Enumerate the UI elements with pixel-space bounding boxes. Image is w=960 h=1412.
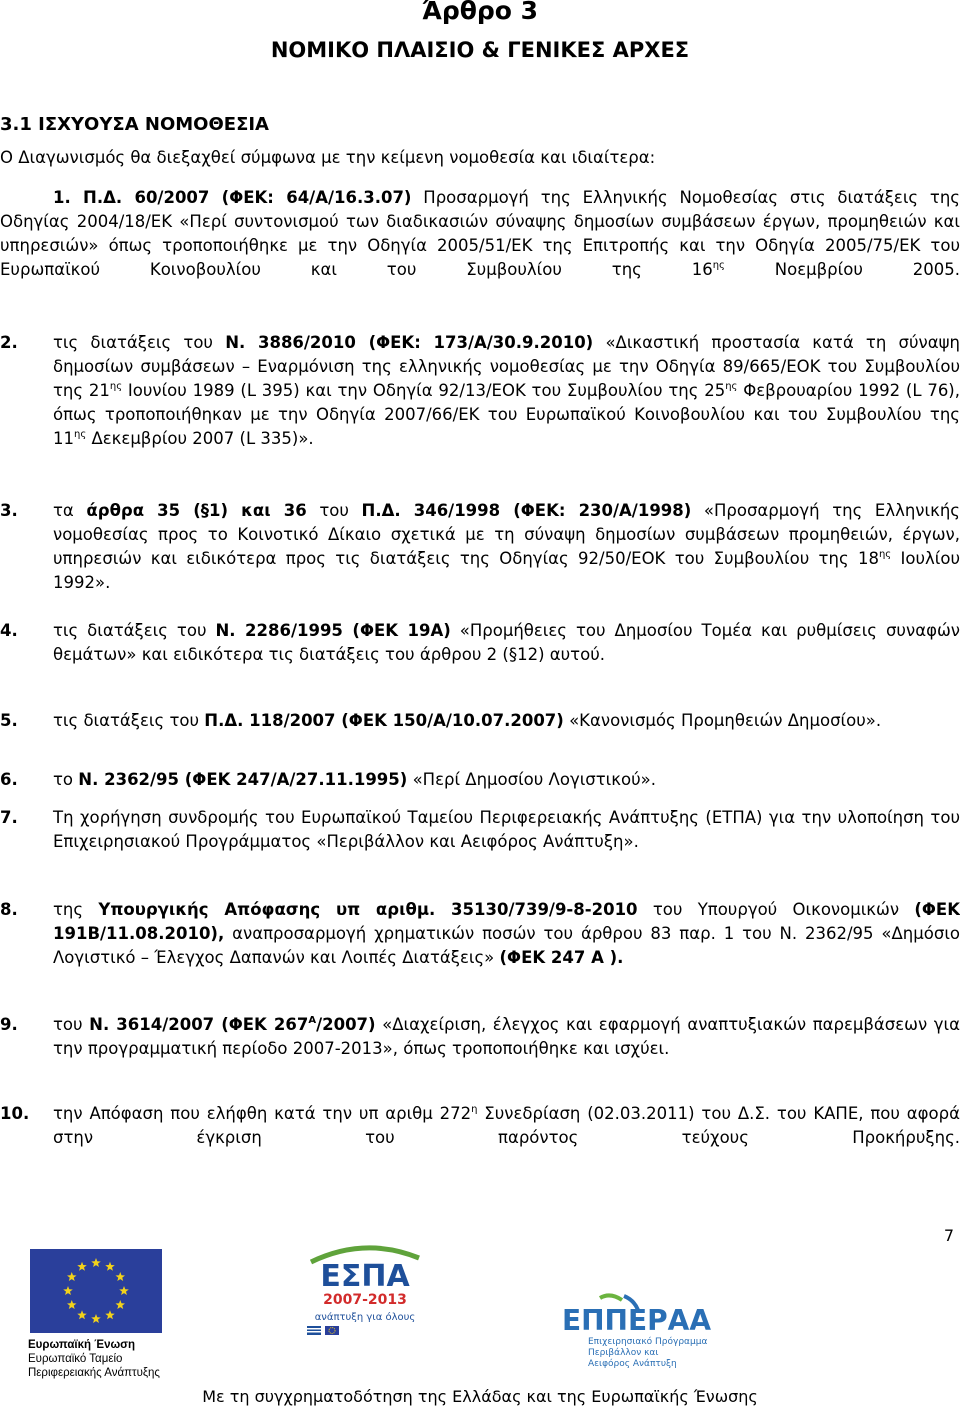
espa-wordmark: ΕΣΠΑ xyxy=(320,1259,410,1294)
law-item-5-reference: Π.Δ. 118/2007 (ΦΕΚ 150/Α/10.07.2007) xyxy=(204,711,564,730)
law-item-4-reference: Ν. 2286/1995 (ΦΕΚ 19Α) xyxy=(215,621,451,640)
law-item-7-text: Τη χορήγηση συνδρομής του Ευρωπαϊκού Ταμείου Περιφερειακής Ανάπτυξης (ΕΤΠΑ) για την υλοποίηση του Επιχειρησιακού Προγράμματος «Περιβάλλον και Αειφόρος Ανάπτυξη». xyxy=(53,808,960,851)
law-item-3 xyxy=(0,499,960,595)
epperaa-wordmark: ΕΠΠΕΡΑΑ xyxy=(562,1304,711,1337)
eu-caption-line-2: Ευρωπαϊκό Ταμείο xyxy=(28,1353,123,1365)
footer-cofunding-note: Με τη συγχρηματοδότηση της Ελλάδας και της Ευρωπαϊκής Ένωσης xyxy=(202,1387,758,1406)
law-item-8-reference: Υπουργικής Απόφασης υπ αριθμ. 35130/739/9-8-2010 xyxy=(98,900,638,919)
law-item-1-text: 1. Π.Δ. 60/2007 (ΦΕΚ: 64/Α/16.3.07) Προσαρμογή της Ελληνικής Νομοθεσίας στις διατάξεις της Οδηγίας 2004/18/ΕΚ «Περί συντονισμού των διαδικασιών σύναψης δημοσίων συμβάσεων έργων, προμηθειών και υπηρεσιών» όπως τροποποιήθηκε με την Οδηγία 2005/51/ΕΚ της Επιτροπής και την Οδηγία 2005/75/ΕΚ του Ευρωπαϊκού Κοινοβουλίου και του Συμβουλίου της $16^{\eta\varsigma}$ Νοεμβρίου 2005. xyxy=(0,188,960,279)
eu-flag-icon xyxy=(30,1249,162,1333)
epperaa-logo xyxy=(560,1290,760,1370)
law-item-2 xyxy=(0,331,960,451)
item-number: 3. xyxy=(0,501,18,520)
eu-caption-line-3: Περιφερειακής Ανάπτυξης xyxy=(28,1367,160,1379)
law-item-5 xyxy=(0,709,960,733)
item-number: 6. xyxy=(0,770,18,789)
article-title: Άρθρο 3 xyxy=(421,0,539,25)
item-number: 10. xyxy=(0,1104,30,1123)
page-number: 7 xyxy=(943,1226,954,1245)
epperaa-line-1: Επιχειρησιακό Πρόγραμμα xyxy=(588,1337,708,1347)
item-number: 5. xyxy=(0,711,18,730)
epperaa-line-3: Αειφόρος Ανάπτυξη xyxy=(588,1359,677,1369)
law-item-7 xyxy=(0,806,960,854)
law-item-10 xyxy=(0,1102,960,1150)
espa-period: 2007-2013 xyxy=(323,1292,407,1308)
item-number: 4. xyxy=(0,621,18,640)
law-item-2-text: τις διατάξεις του Ν. 3886/2010 (ΦΕΚ: 173/Α/30.9.2010) «Δικαστική προστασία κατά τη σύναψη δημοσίων συμβάσεων – Εναρμόνιση της ελληνικής νομοθεσίας με την Οδηγία 89/665/ΕΟΚ του Συμβουλίου της $21^{\eta\varsigma}$ Ιουνίου 1989 (L 395) και την Οδηγία 92/13/ΕΟΚ του Συμβουλίου της $25^{\eta\varsigma}$ Φεβρουαρίου 1992 (L 76), όπως τροποποιήθηκαν με την Οδηγία 2007/66/ΕΚ του Ευρωπαϊκού Κοινοβουλίου και του Συμβουλίου της $11^{\eta\varsigma}$ Δεκεμβρίου 2007 (L 335)». xyxy=(53,333,960,448)
item-number: 9. xyxy=(0,1015,18,1034)
espa-tagline: ανάπτυξη για όλους xyxy=(314,1312,416,1323)
law-item-2-reference: Ν. 3886/2010 (ΦΕΚ: 173/Α/30.9.2010) xyxy=(225,333,594,352)
item-number: 7. xyxy=(0,808,18,827)
law-item-4 xyxy=(0,619,960,667)
law-item-10-text: την Απόφαση που ελήφθη κατά την υπ αριθμ $272^\eta$ Συνεδρίαση (02.03.2011) του Δ.Σ. του ΚΑΠΕ, που αφορά στην έγκριση του παρόντος τεύχους Προκήρυξης. xyxy=(53,1104,960,1147)
epperaa-line-2: Περιβάλλον και xyxy=(588,1348,659,1358)
law-item-9-text: του Ν. 3614/2007 (ΦΕΚ $267^A/2007$) «Διαχείριση, έλεγχος και εφαρμογή αναπτυξιακών παρεμβάσεων για την προγραμματική περίοδο 2007-2013», όπως τροποποιήθηκε και ισχύει. xyxy=(53,1015,960,1058)
law-item-6 xyxy=(0,768,960,792)
section-title: 3.1 ΙΣΧΥΟΥΣΑ ΝΟΜΟΘΕΣΙΑ xyxy=(0,114,269,135)
espa-logo xyxy=(305,1236,425,1336)
law-item-1-reference: 1. Π.Δ. 60/2007 (ΦΕΚ: 64/Α/16.3.07) xyxy=(53,188,412,207)
article-subtitle: ΝΟΜΙΚΟ ΠΛΑΙΣΙΟ & ΓΕΝΙΚΕΣ ΑΡΧΕΣ xyxy=(270,38,690,62)
law-item-9-reference: Ν. 3614/2007 (ΦΕΚ 267 xyxy=(89,1015,309,1034)
section-intro: Ο Διαγωνισμός θα διεξαχθεί σύμφωνα με την κείμενη νομοθεσία και ιδιαίτερα: xyxy=(0,148,656,167)
law-item-6-text: το Ν. 2362/95 (ΦΕΚ 247/Α/27.11.1995) «Περί Δημοσίου Λογιστικού». xyxy=(53,770,656,789)
law-item-3-text: τα άρθρα 35 (§1) και 36 του Π.Δ. 346/1998 (ΦΕΚ: 230/Α/1998) «Προσαρμογή της Ελληνικής νομοθεσίας προς το Κοινοτικό Δίκαιο σχετικά με τη σύναψη δημοσίων συμβάσεων προμηθειών, έργων, υπηρεσιών και ειδικότερα προς τις διατάξεις της Οδηγίας 92/50/ΕΟΚ του Συμβουλίου της $18^{\eta\varsigma}$ Ιουλίου 1992». xyxy=(53,501,960,592)
law-item-1 xyxy=(0,186,960,282)
law-item-6-reference: Ν. 2362/95 (ΦΕΚ 247/Α/27.11.1995) xyxy=(78,770,408,789)
eu-caption-line-1: Ευρωπαϊκή Ένωση xyxy=(28,1339,136,1351)
law-item-8 xyxy=(0,898,960,970)
law-item-9 xyxy=(0,1013,960,1061)
greek-flag-icon xyxy=(307,1326,321,1335)
law-item-3-reference: Π.Δ. 346/1998 (ΦΕΚ: 230/Α/1998) xyxy=(361,501,692,520)
law-item-4-text: τις διατάξεις του Ν. 2286/1995 (ΦΕΚ 19Α) «Προμήθειες του Δημοσίου Τομέα και ρυθμίσεις συναφών θεμάτων» και ειδικότερα τις διατάξεις του άρθρου 2 (§12) αυτού. xyxy=(53,621,960,664)
eu-caption xyxy=(28,1338,160,1380)
eu-mini-flag-icon xyxy=(325,1326,339,1335)
law-item-5-text: τις διατάξεις του Π.Δ. 118/2007 (ΦΕΚ 150/Α/10.07.2007) «Κανονισμός Προμηθειών Δημοσίου». xyxy=(53,711,882,730)
item-number: 2. xyxy=(0,333,18,352)
item-number: 8. xyxy=(0,900,18,919)
law-item-8-text: της Υπουργικής Απόφασης υπ αριθμ. 35130/739/9-8-2010 του Υπουργού Οικονομικών (ΦΕΚ 191Β/11.08.2010), αναπροσαρμογή χρηματικών ποσών του άρθρου 83 παρ. 1 του Ν. 2362/95 «Δημόσιο Λογιστικό – Έλεγχος Δαπανών και Λοιπές Διατάξεις» (ΦΕΚ 247 Α ). xyxy=(53,900,960,967)
